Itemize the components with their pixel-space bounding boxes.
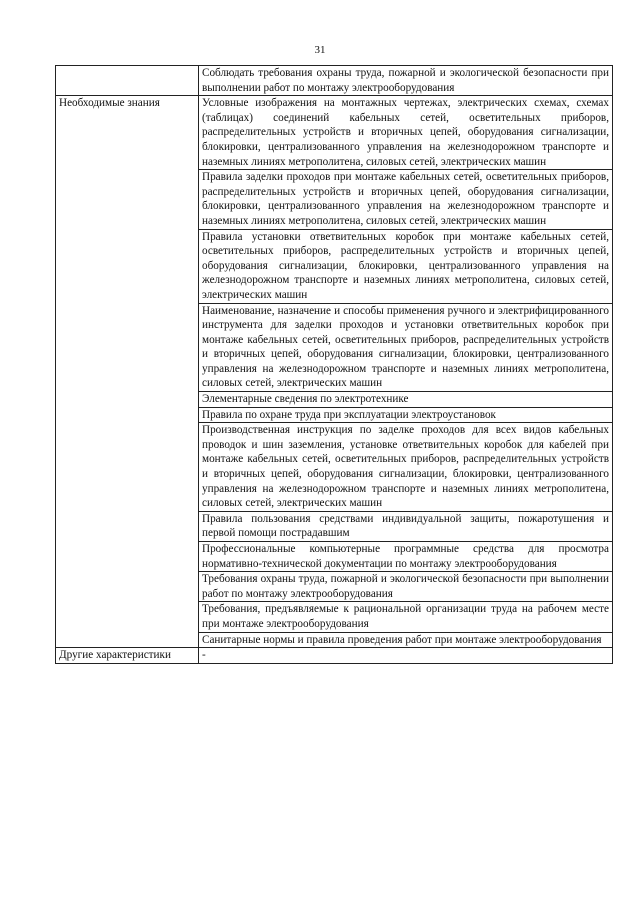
- row-text-cell: Правила по охране труда при эксплуатации электроустановок: [199, 407, 613, 423]
- row-text-cell: Требования охраны труда, пожарной и экологической безопасности при выполнении работ по монтажу электрооборудования: [199, 572, 613, 602]
- row-text-cell: Наименование, назначение и способы применения ручного и электрифицированного инструмента для заделки проходов и установки ответвительных коробок при монтаже кабельных сетей, осветительных приборов, распределительных устройств и вторичных цепей, оборудования сигнализации, блокировки, централизованного управления на железнодорожном транспорте и наземных линиях метрополитена, силовых сетей, электрических машин: [199, 303, 613, 392]
- row-text-cell: Санитарные нормы и правила проведения работ при монтаже электрооборудования: [199, 632, 613, 648]
- row-label-cell: [56, 66, 199, 96]
- row-text-cell: Производственная инструкция по заделке проходов для всех видов кабельных проводок и шин заземления, установке ответвительных коробок для кабелей при монтаже кабельных сетей, осветительных приборов, распределительных устройств и вторичных цепей, оборудования сигнализации, блокировки, централизованного управления на железнодорожном транспорте и наземных линиях метрополитена, силовых сетей, электрических машин: [199, 423, 613, 512]
- row-text-cell: -: [199, 648, 613, 664]
- row-text-cell: Соблюдать требования охраны труда, пожарной и экологической безопасности при выполнении работ по монтажу электрооборудования: [199, 66, 613, 96]
- table-row: [56, 66, 613, 96]
- row-text-cell: Правила пользования средствами индивидуальной защиты, пожаротушения и первой помощи пострадавшим: [199, 511, 613, 541]
- row-text-cell: Условные изображения на монтажных чертежах, электрических схемах, схемах (таблицах) соединений кабельных сетей, осветительных приборов, распределительных устройств и вторичных цепей, оборудования сигнализации, блокировки, централизованного управления на железнодорожном транспорте и наземных линиях метрополитена, силовых сетей, электрических машин: [199, 96, 613, 170]
- row-text-cell: Профессиональные компьютерные программные средства для просмотра нормативно-технической документации по монтажу электрооборудования: [199, 542, 613, 572]
- table-row: [56, 648, 613, 664]
- row-text-cell: Элементарные сведения по электротехнике: [199, 392, 613, 408]
- page-number: 31: [314, 44, 326, 56]
- row-text-cell: Правила заделки проходов при монтаже кабельных сетей, осветительных приборов, распределительных устройств и вторичных цепей, оборудования сигнализации, блокировки, централизованного управления на железнодорожном транспорте и наземных линиях метрополитена, силовых сетей, электрических машин: [199, 170, 613, 229]
- row-text-cell: Правила установки ответвительных коробок при монтаже кабельных сетей, осветительных приборов, распределительных устройств и вторичных цепей, оборудования сигнализации, блокировки, централизованного управления на железнодорожном транспорте и наземных линиях метрополитена, силовых сетей, электрических машин: [199, 229, 613, 303]
- row-text-cell: Требования, предъявляемые к рациональной организации труда на рабочем месте при монтаже электрооборудования: [199, 602, 613, 632]
- requirements-table: [55, 65, 613, 664]
- other-characteristics-label: Другие характеристики: [56, 648, 199, 664]
- required-knowledge-label: Необходимые знания: [56, 96, 199, 648]
- table-row: [56, 96, 613, 170]
